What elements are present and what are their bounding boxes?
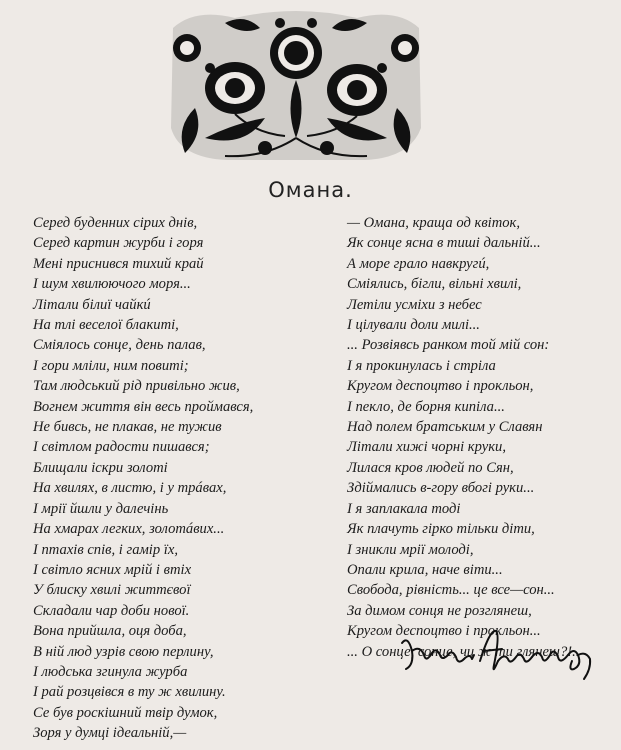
poem-line: — Омана, краща од квіток, — [347, 215, 521, 231]
poem-line: І цілували доли милі... — [347, 317, 480, 334]
poem-line: Сміялись, бігли, вільні хвилі, — [347, 276, 522, 293]
poem-line: Серед буденних сірих днів, — [33, 215, 198, 231]
poem-line: Як сонце ясна в тиші дальній... — [347, 235, 541, 252]
poem-line: Летіли усміхи з небес — [347, 296, 482, 313]
poem-line: І пекло, де борня кипіла... — [347, 398, 505, 415]
poem-title: Омана. — [268, 178, 353, 202]
poem-line: Свобода, рівність... це все—сон... — [347, 582, 555, 599]
poem-line: На хвилях, в листю, і у трáвах, — [33, 480, 227, 497]
poem-line: Опали крила, наче віти... — [347, 561, 503, 578]
poem-line: Лилася кров людей по Сян, — [347, 459, 514, 476]
poem-line: На тлі веселої блакиті, — [33, 317, 179, 334]
poem-line: Блищали іскри золоті — [33, 459, 168, 476]
poem-line: І рай розцвівся в ту ж хвилину. — [33, 684, 226, 701]
poem-line: Кругом деспоцтво і прокльон... — [347, 623, 541, 640]
poem-line: У блиску хвилі життєвої — [33, 582, 191, 599]
poem-line: Там людський рід привільно жив, — [33, 378, 240, 395]
folk-ornament-icon — [165, 8, 427, 168]
poem-line: І мрії йшли у далечінь — [33, 500, 169, 517]
poem-line: І шум хвилюючого моря... — [33, 276, 191, 293]
poem-line: І зникли мрії молоді, — [347, 541, 474, 558]
poem-line: Над полем братським у Славян — [347, 419, 543, 436]
poem-line: І гори мліли, ним повиті; — [33, 357, 189, 374]
poem-line: На хмарах легких, золотáвих... — [33, 521, 225, 538]
poem-line: ... Розвіявсь ранком той мій сон: — [347, 337, 550, 354]
poem-line: Вона прийшла, оця доба, — [33, 623, 187, 640]
poem-line: Здіймались в-гору вбогі руки... — [347, 480, 535, 497]
poem-line: Не бивсь, не плакав, не тужив — [33, 419, 222, 436]
poem-left-column — [33, 213, 253, 744]
poem-line: І я заплакала тоді — [347, 500, 461, 517]
poem-line: Серед картин журби і горя — [33, 235, 204, 252]
poem-line: Зоря у думці ідеальній,— — [33, 725, 187, 742]
poem-line: Складали чар доби нової. — [33, 602, 190, 619]
poem-line: А море грало навкругú, — [347, 255, 490, 272]
poem-line: В ній люд узрів свою перлину, — [33, 643, 214, 660]
poem-line: І світло ясних мрій і втіх — [33, 561, 192, 578]
poem-line: І я прокинулась і стріла — [347, 357, 496, 374]
poem-line: Як плачуть гірко тільки діти, — [347, 521, 535, 538]
poem-line: Сміялось сонце, день палав, — [33, 337, 206, 354]
poem-line: Літали хижі чорні круки, — [347, 439, 506, 456]
poem-line: За димом сонця не розглянеш, — [347, 602, 532, 619]
author-signature-icon — [398, 625, 593, 687]
poem-line: Літали білиї чайкú — [33, 296, 151, 313]
poem-line: І людська згинула журба — [33, 663, 188, 680]
poem-line: Мені приснився тихий край — [33, 255, 204, 272]
poem-line: Вогнем життя він весь проймався, — [33, 398, 254, 415]
poem-line: ... О сонце, сонце, чи ж ти глянеш?!.. — [347, 643, 580, 660]
poem-right-column — [347, 213, 579, 662]
poem-line: Кругом деспоцтво і прокльон, — [347, 378, 534, 395]
poem-line: І птахів спів, і гамір їх, — [33, 541, 178, 558]
poem-line: Се був роскішний твір думок, — [33, 704, 218, 721]
poem-line: І світлом радости пишався; — [33, 439, 210, 456]
